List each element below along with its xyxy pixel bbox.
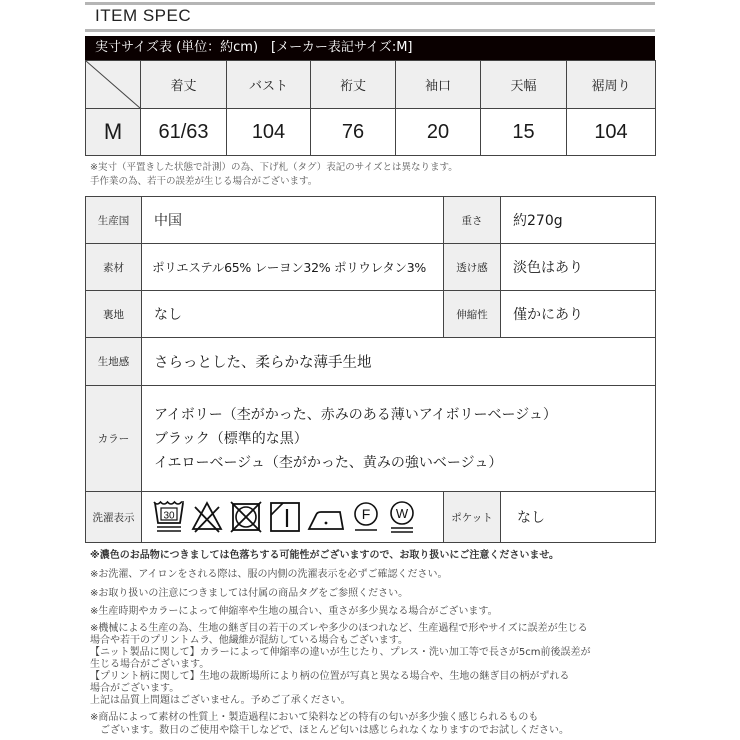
dry-clean-f-icon	[350, 499, 382, 535]
column-header-cuff: 袖口	[396, 61, 481, 109]
pocket-label: ポケット	[444, 492, 501, 543]
weight-value: 約270g	[501, 197, 656, 244]
origin-value: 中国	[142, 197, 444, 244]
spec-table	[85, 196, 656, 543]
footnote: ※お取り扱いの注意につきましては付属の商品タグをご参照ください。	[90, 588, 409, 599]
spec-row-material	[86, 244, 656, 291]
lining-value: なし	[142, 291, 444, 338]
size-value-length: 61/63	[141, 109, 227, 156]
spec-row-colors	[86, 386, 656, 492]
column-header-neck-width: 天幅	[481, 61, 567, 109]
texture-value: さらっとした、柔らかな薄手生地	[142, 338, 656, 386]
color-item: ブラック（標準的な黒）	[154, 430, 308, 447]
sheer-label: 透け感	[444, 244, 501, 291]
size-note: ※実寸（平置きした状態で計測）の為、下げ札（タグ）表記のサイズとは異なります。	[90, 162, 458, 173]
footnote-block-line: 場合や若干のプリントムラ、他繊維が混紡している場合もございます。	[90, 635, 408, 646]
footnote: ※お洗濯、アイロンをされる際は、服の内側の洗濯表示を必ずご確認ください。	[90, 569, 448, 580]
iron-low-icon	[306, 499, 346, 535]
column-header-sleeve-length: 裄丈	[311, 61, 396, 109]
footnote-block-line: 【ニット製品に関して】カラーによって伸縮率の違いが生じたり、プレス・洗い加工等で長さが5cm前後誤差が	[90, 647, 591, 658]
stretch-value: 僅かにあり	[501, 291, 656, 338]
size-value-sleeve-length: 76	[311, 109, 396, 156]
footnote: ※生産時期やカラーによって伸縮率や生地の風合い、重さが多少異なる場合がございます。	[90, 606, 498, 617]
spec-row-texture	[86, 338, 656, 386]
line-dry-shade-icon	[268, 499, 302, 535]
footnote-odor: ございます。数日のご使用や陰干しなどで、ほとんど匂いは感じられなくなりますのでお試しください。	[90, 725, 569, 736]
column-header-bust: バスト	[227, 61, 311, 109]
size-value-hem: 104	[567, 109, 656, 156]
top-rule	[85, 2, 655, 5]
svg-text:W: W	[395, 506, 409, 521]
sheer-value: 淡色はあり	[501, 244, 656, 291]
column-header-length: 着丈	[141, 61, 227, 109]
title-underline	[85, 29, 655, 32]
lining-label: 裏地	[86, 291, 142, 338]
care-label: 洗濯表示	[86, 492, 142, 543]
stretch-label: 伸縮性	[444, 291, 501, 338]
size-note: 手作業の為、若干の誤差が生じる場合がございます。	[90, 176, 318, 187]
footnote-bold: ※濃色のお品物につきましては色落ちする可能性がございますので、お取り扱いにご注意くださいませ。	[90, 550, 560, 561]
size-table	[85, 60, 656, 156]
origin-label: 生産国	[86, 197, 142, 244]
footnote-block-line: 上記は品質上問題はございません。予めご了承ください。	[90, 695, 351, 706]
spec-row-care	[86, 492, 656, 543]
size-value-cuff: 20	[396, 109, 481, 156]
footnote-block-line: 【プリント柄に関して】生地の裁断場所により柄の位置が写真と異なる場合や、生地の継ぎ目の柄がずれる	[90, 671, 570, 682]
color-label: カラー	[86, 386, 142, 492]
care-icons	[142, 492, 444, 543]
color-item: イエローベージュ（杢がかった、黄みの強いベージュ）	[154, 454, 503, 471]
size-table-caption: 実寸サイズ表 (単位：約cm) [メーカー表記サイズ:M]	[85, 36, 655, 60]
size-table-header-row	[86, 61, 656, 109]
no-bleach-icon	[190, 499, 224, 535]
footnote-block-line: 生じる場合がございます。	[90, 659, 210, 670]
diagonal-line-icon	[86, 61, 140, 108]
size-value-neck-width: 15	[481, 109, 567, 156]
svg-text:30: 30	[163, 510, 175, 522]
weight-label: 重さ	[444, 197, 501, 244]
wash-30-gentle-icon	[152, 499, 186, 535]
svg-text:F: F	[361, 506, 371, 522]
footnote-block-line: 場合がございます。	[90, 683, 180, 694]
spec-row-lining	[86, 291, 656, 338]
size-label: M	[86, 109, 141, 156]
size-value-bust: 104	[227, 109, 311, 156]
material-value: ポリエステル65% レーヨン32% ポリウレタン3%	[142, 244, 444, 291]
column-header-hem: 裾周り	[567, 61, 656, 109]
spec-row-origin	[86, 197, 656, 244]
footnote-odor: ※商品によって素材の性質上・製造過程において染料などの特有の匂いが多少強く感じられるものも	[90, 712, 539, 723]
size-row	[86, 109, 656, 156]
material-label: 素材	[86, 244, 142, 291]
footnote-block-line: ※機械による生産の為、生地の継ぎ目の若干のズレや多少のほつれなど、生産過程で形やサイズに誤差が生じる	[90, 623, 588, 634]
color-list	[142, 386, 656, 492]
texture-label: 生地感	[86, 338, 142, 386]
pocket-value: なし	[501, 492, 656, 543]
color-item: アイボリー（杢がかった、赤みのある薄いアイボリーベージュ）	[154, 406, 557, 423]
wet-clean-w-icon	[386, 499, 418, 535]
section-title: ITEM SPEC	[95, 6, 192, 25]
no-tumble-dry-icon	[228, 499, 264, 535]
corner-cell	[86, 61, 141, 109]
